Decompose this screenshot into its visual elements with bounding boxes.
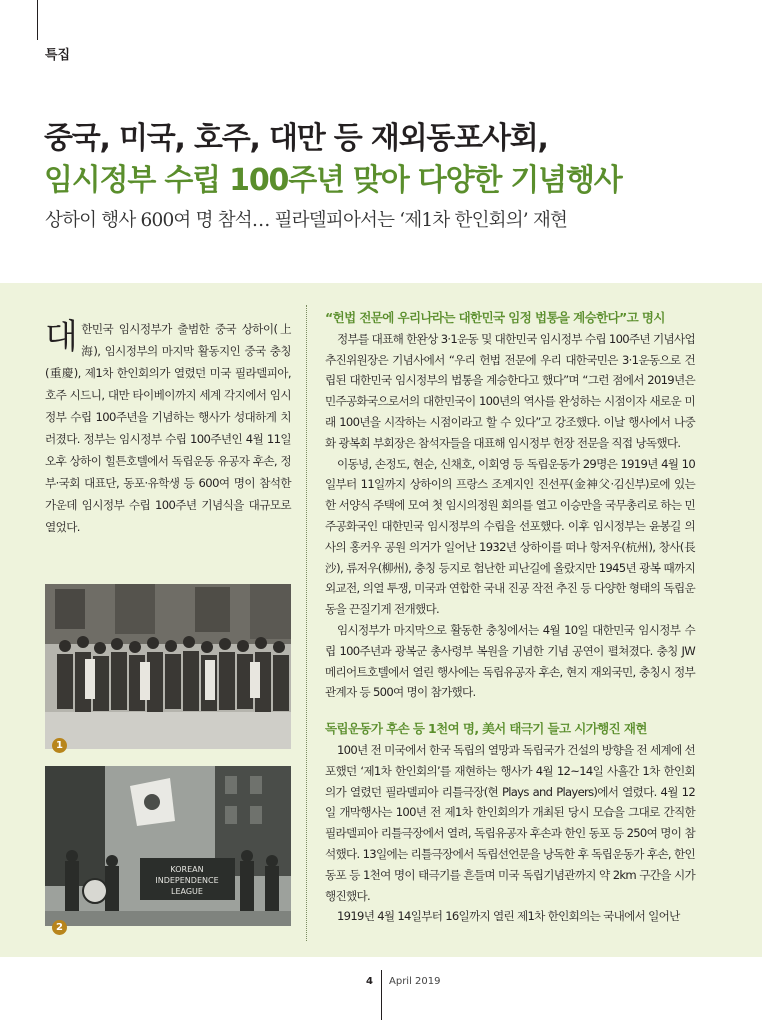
photo-parade [45,766,291,926]
paragraph-4: 100년 전 미국에서 한국 독립의 열망과 독립국가 건설의 방향을 전 세계에 선포했던 ‘제1차 한인회의’를 재현하는 행사가 4월 12~14일 사흘간 1차 한인회의가 열렸던 필라델피아 리틀극장(현 Plays and Players)에서 열렸다. 4월 12일 개막행사는 100년 전 제1차 한인회의가 개최된 당시 모습을 그대로 간직한 필라델피아 리틀극장에서 열려, 독립유공자 후손과 한인 동포 등 250여 명이 참석했다. 13일에는 리틀극장에서 독립선언문을 낭독한 후 독립운동가 후손, 한인동포 등 1천여 명이 태극기를 흔들며 미국 독립기념관까지 약 2km 구간을 시가행진했다. [325,742,695,903]
dropcap: 대 [45,317,78,357]
paragraph-2: 이동녕, 손정도, 현순, 신채호, 이회영 등 독립운동가 29명은 1919년 4월 10일부터 11일까지 상하이의 프랑스 조계지인 진선푸(金神父·김신부)로에 있는 한 서양식 주택에 모여 첫 임시의정원 회의를 열고 이승만을 국무총리로 하는 민주공화국인 대한민국 임시정부의 수립을 선포했다. 이후 임시정부는 윤봉길 의사의 홍커우 공원 의거가 일어난 1932년 상하이를 떠나 항저우(杭州), 창사(長沙), 류저우(柳州), 충칭 등지로 험난한 피난길에 올랐지만 1945년 광복 때까지 외교전, 의열 투쟁, 미국과 연합한 국내 진공 작전 추진 등 다양한 형태의 독립운동을 끈질기게 전개했다. [325,456,695,617]
paragraph-1: 정부를 대표해 한완상 3·1운동 및 대한민국 임시정부 수립 100주년 기념사업추진위원장은 기념사에서 “우리 헌법 전문에 우리 대한국민은 3·1운동으로 건립된 대한민국 임시정부의 법통을 계승한다고 했다”며 “그런 점에서 2019년은 민주공화국으로서의 대한민국이 100년의 역사를 완성하는 시점이자 새로운 미래 100년을 시작하는 시점이라고 할 수 있다”고 강조했다. 이날 행사에서 나중화 광복회 부회장은 참석자들을 대표해 임시정부 헌장 전문을 직접 낭독했다. [325,331,695,450]
svg-text:KOREAN: KOREAN [170,865,204,874]
photo-crowd-ceremony [45,584,291,749]
footer-rule [381,970,382,1020]
svg-text:INDEPENDENCE: INDEPENDENCE [155,876,219,885]
top-rule [37,0,38,40]
paragraph-5: 1919년 4월 14일부터 16일까지 열린 제1차 한인회의는 국내에서 일어난 [337,909,680,924]
section-label: 특집 [45,48,71,63]
column-divider [306,305,307,941]
crowd-photo-image [45,584,291,749]
paragraph-3: 임시정부가 마지막으로 활동한 충칭에서는 4월 10일 대한민국 임시정부 수립 100주년과 광복군 총사령부 복원을 기념한 기념 공연이 펼쳐졌다. 충칭 JW메리어트호텔에서 열린 행사에는 독립유공자 후손, 현지 재외국민, 충칭시 정부 관계자 등 500여 명이 참가했다. [325,622,695,700]
section-heading-2: 독립운동가 후손 등 1천여 명, 美서 태극기 들고 시가행진 재현 [325,721,647,737]
headline [44,118,622,202]
issue-date: April 2019 [389,976,441,987]
photo-badge-2: 2 [52,920,67,935]
svg-text:LEAGUE: LEAGUE [171,887,203,896]
photo-badge-1: 1 [52,738,67,753]
headline-line1: 중국, 미국, 호주, 대만 등 재외동포사회, [44,121,548,156]
main-article [325,308,695,927]
parade-photo-image [45,766,291,926]
headline-line2: 임시정부 수립 100주년 맞아 다양한 기념행사 [44,163,622,198]
page-number: 4 [366,976,373,987]
lead-text: 한민국 임시정부가 출범한 중국 상하이(上海), 임시정부의 마지막 활동지인 중국 충칭(重慶), 제1차 한인회의가 열렸던 미국 필라델피아, 호주 시드니, 대만 타이베이까지 세계 각지에서 임시정부 수립 100주년을 기념하는 행사가 성대하게 치러졌다. 정부는 임시정부 수립 100주년인 4월 11일 오후 상하이 힐튼호텔에서 독립운동 유공자 후손, 정부·국회 대표단, 동포·유학생 등 600여 명이 참석한 가운데 임시정부 수립 100주년 기념식을 대규모로 열었다. [45,322,291,534]
subtitle: 상하이 행사 600여 명 참석… 필라델피아서는 ‘제1차 한인회의’ 재현 [45,210,568,231]
section-heading-1: “헌법 전문에 우리나라는 대한민국 임정 법통을 계승한다”고 명시 [325,310,665,325]
lead-paragraph [45,318,291,538]
